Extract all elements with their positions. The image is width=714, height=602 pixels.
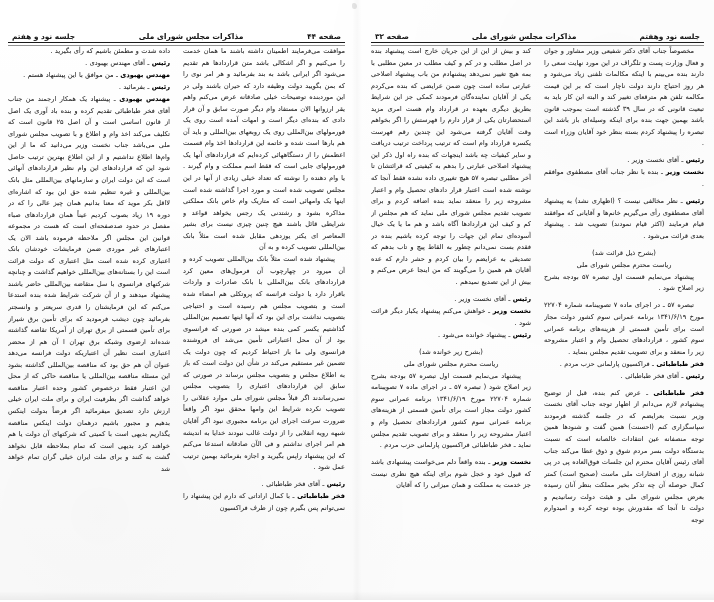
speaker-line: فخر طباطبائی ـ با کمال اراداتی که دارم این پیشنهاد را نمی‌توانم پس بگیرم چون از طرف فراکسیون xyxy=(183,492,345,512)
paragraph: موافقت می‌فرمایند اطمینان داشته باشند ما همان خدمت را می‌کنیم و اگر اشکالی باشد متن قرارداد‌ها هم تقدیم می‌شود اگر ایرانی باشد به بند بفرمائید و هر امر نوی را که بمن بگویید دولت وظیفه دارد که حیران باشند ولی در این موردبنده توضیحات خیلی صادقانه عرض می‌کنم واهم یقر ارزوانها الان مستفاد وام دیگر صورت سابق و آن قرار دادی که بنده‌ای دیگر است و امهات آمده است روی یک فورمولهای بین‌المللی روی یک روبعهای بین‌المللی و باید آن هم بارها است شده و خاتمه این قراردادها اخذ وام قسمت اعظمش را از دستگاههائی کرده‌ایم که قراردادهای آنها یک فورمولهای جایی است که فقط اسم مملکت و وام گیرند . یا وام دهنده را نوشته که تعداد خیلی زیادی از آنها در این مجلس تصویب شده است و مورد اجرا گذاشته شده است اینها یک وامهائی است که متاریک وام خاص بانک مملکتی مذاکره بشود و رشتدنی یک رجس یخواهد قواعد و شرایطی قائل باشند هیچ چنین چیزی نیست برای بشیر المعاصر ای یکتر یوزدهی مقابل شده است مثلاً بانک بین‌المللی تصویب کرده و به آن xyxy=(183,47,345,252)
clause-57-restated: پیشنهاد می‌نمایم قسمت اول تبصره ۵۷ بودجه بشرح زیر اصلاح شود ( تبصره ۵۷ ـ در اجرای ماده ۷ تصویبنامه شماره ۲۲۷۰۴ مورخ ۱۳۴۱/۶/۱۹ برنامه عمرانی سوم کشور دولت مجاز است برای تأمین قسمتی از هزینه‌های برنامه عمرانی سوم کشور قراردادهای تحصیل وام و اعتبار مشروحه زیر را منعقد و برای تصویب تقدیم مجلس نماید ـ فخر طباطبائی فراکسیون پارلمانی حزب مردم . xyxy=(371,371,531,450)
speaker-name: رئیس xyxy=(151,59,170,68)
page-right-column-2 xyxy=(371,46,531,602)
page-left-session-label: جلسه نود و هفتم xyxy=(12,32,76,41)
speaker-name: نخست وزیر xyxy=(492,307,531,316)
page-left-title: مذاکرات مجلس شورای ملی xyxy=(138,32,244,41)
speaker-name: نخست وزیر xyxy=(665,168,704,177)
page-left-header xyxy=(8,26,345,43)
speaker-name: رئیس xyxy=(685,371,704,380)
speaker-line: نخست وزیر ـ بنده واقعاً دلم می‌خواست پیشنهادی باشد که قبول خود و خجل شوم برای اینکه هیچ نظری نیست جز خدمت به مملکت و همان میزانی را که آقایان xyxy=(371,458,531,490)
speaker-line: رئیس ـ آقای فخر طباطبائی . xyxy=(620,371,704,380)
paragraph: داده شدت و مطمئن باشیم که رأی بگیرید . xyxy=(50,47,170,55)
speaker-name: رئیس xyxy=(685,156,704,165)
page-left-column-2 xyxy=(8,46,170,602)
speaker-name: رئیس xyxy=(685,197,704,206)
speaker-line: رئیس ـ نظر مخالفی نیست ؟ (اظهاری نشد) به پیشنهاد آقای مصطفوی رأی می‌گیریم خانم‌ها و آقایانی که موافقند قیام فرمایند (اکثر قیام نمودند) تصویب شد . پیشنهاد بعدی قرائت می‌شود . xyxy=(544,197,704,240)
paragraph: پیشنهاد شده است مثلاً بانک بین‌المللی تصویب کرده و آن میرود در چهارچوب آن فرمول‌های معین کرد قراردادهای بانک بین‌المللی با بانک صادرات و واردات باقرار دارد یا دولت فرانسه که پروتکلی هم امضاء شده است و بتصویب مجلس هم رسیده است و احتیاجی بتصویب نداشت برای این بود که آنها اینها تصمیم بین‌المللی گذاشتیم یکسر کمی بنده میشد در صورتی که فرانسوی بود از آن محل اعتباراتی تأمین می‌شد ای فروشنده فرانسوی ولی ما باز احتیاط کردیم که چون دولت یک تضمین غیر مستقیم می‌کند در شأن این دولت است که باز به اطلاع مجلس و بتصویب مجلس برساند در صورتی که سابق این قراردادهای اعتباری را بتصویب مجلس نمی‌رساندند اگر قبلاً مجلس شورای ملی موارد عقلانی را تصویب نکرده شرایط این وامها محقق نبود اگر واقعاً ضرورت سرعت اجرای این برنامه مجبوری نبود اگر آقایان شبهه رویه انقلابی را از دولت غالب نبودند خدایا به اندیشه هم امر اجرای نداشتم و فی الآن صادقانه استدعا می‌کنم که این پیشنهاد راپس بگیرید و اجازه بفرمائید بهمین ترتیب عمل شود . xyxy=(183,255,345,472)
page-right-columns xyxy=(371,46,704,602)
paragraph: کند و بیش از این از این جریان خارج است پیشنهاد بنده در اصل مطلب و در کم و کیف مطلب در معین مطلبی با بمه هیچ تغییر نمی‌دهد پیشنهادم من باب پیشنهاد اصلاحی عبارتی ساده است چون ضمن عرایضی که بنده می‌کردم یکی از آقایان نماینده‌گان فرمودند کمکی جز این شرایط بطریق دیگری بعهده در قرارداد وام هست امری مزید استحضارتان یکی از قرار دارم را فهرستش را اگر بخواهم وقت آقایان گرفته می‌شود این چندین رقم فهرست یکسره قرارداد وام است که ترتیب پرداخت ترتیب دریافت و سایر کیفیات چه باشد اینجهات که بنده راه اول ذکر این پیشنهاد اصلاحی عبارتی را بدهم به کیفیتی که قرائتشان تا آخر مطلبی تبصره ۵۷ هیچ تغییری داده نشده فقط آنجا که نوشته شده است اعتبار قرار دادهای تحصیل وام و اعتبار مشروحه زیر را منعقد نماید بنده اضافه کردم و برای تصویب تقدیم مجلس شورای ملی نماید که هم مجلس از کم و کیف این قراردادها آگاه باشد و هم ما یا یک خیال آسوده‌ای تمام این جهات را توجه کرده باشیم بنده در فقدم بست نمی‌دانم چطور به القاط پیچ و تاب بدهم که تصدیقی به عرایضم را بیان کردم و حشر دارم که عده آقایان هم همین را می‌گویند که من اینجا عرض می‌کنم و بیش از این تصدیع نمیدهم . xyxy=(371,47,531,286)
speaker-name: نخست وزیر xyxy=(492,458,531,467)
speaker-name: رئیس xyxy=(512,294,531,303)
stage-direction: (بشرح ذیل قرائت شد) xyxy=(592,248,656,257)
page-left-column-1 xyxy=(183,46,345,602)
speaker-line: رئیس ـ بفرمائید . xyxy=(118,83,170,92)
speaker-line: رئیس ـ آقای نخست وزیر . xyxy=(627,156,704,165)
speaker-line: رئیس ـ آقای نخست وزیر . xyxy=(454,294,531,303)
speaker-name: مهندس بهبودی xyxy=(120,71,170,80)
speaker-name: فخر طباطبائی xyxy=(656,359,704,368)
page-right-column-1 xyxy=(544,46,704,602)
speaker-line: مهندس بهبودی ـ پیشنهاد یک همکار ارجمند من جناب آقای فخر طباطبائی تقدیم کرده و بنده باد آوری یک اصل از قانون اساسی است و آن اصل ۲۵ قانون است که تکلیف می‌کند اخذ وام و اطلاع و با تصویب مجلس شورای ملی می‌باشد جناب نخست وزیر می‌دانید که ما از این وام‌ها اطلاع نداشتیم و از این اطلاع بهترین ترتیب حاصل شود این که قراردادهای این وام نظیر قراردادهای آنهائی است که این دولت ایران و سازمانهای بین‌المللی مثل بانک بین‌المللی و غیره تنظیم شده حق این بود که اشاره‌ای لااقل بکر موید که معنا بدانیم همان چیز عالی را که در دوره ۱۹ زیاد بصوب کردیم عیناً همان قراردادهای صباء مفصل در حدود صدصفحه‌ای است که هست در مجموعه قوانین این مجلس اگر ملاحظه فرموده باشد الان یک اعتبار‌های غیر موردی ضمن فرمایشات خودشان بانک اعتباری کرده شده است مثل اعتباری که دولت قرائت است این را بستانه‌های بین‌المللی خواهیم گذاشت و چنانچه شرکتهای فرانسوی با سل متقاضه بین‌المللی حاضر باشند پیشنهاد میدهند و از آن شرکت شرایط شده بنده استدعا می‌کنم که این فرمایشتان را قدری سریعتر و وانسجتر بفرمائید چون دیشب فرمودید که برای تأمین برق شیراز برای تأمین قسمتی از برق تهران از آمریکا تقاضه گذاشته شده‌اند ارضوی وشبکه برق تهران ا آن هم از محضر اعتباری است نظیر آن اعتباریکه دولت فرانسه می‌دهد عنوان آن هم حق بود که مناقصه بین‌المللی گذاشته بشود این مسئله مناقصه بین‌المللی یا مناقصه حاکی که از محل این اعتبار فقط درخصوص کشور وحده اعتبار مناقصه خواهد گذاشت اگر بطرفیت ایران و برای ملت ایران خیلی ارزش دارد تصدیق میفرمائید اگر فرضاً بدولت اینکس بدهیم و مجبور باشیم درهمان دولت اینکس مناقصه یگذاریم بدیهی است با کمیتی که شرکتهای آن دولت یا هم خواهند کرد بدیهی است که تمام بملاحظه قابل نخواهد گشت به کنند و برای ملت ایران خیلی گران تمام خواهد شد xyxy=(8,95,170,473)
speaker-name: رئیس xyxy=(151,83,170,92)
speaker-line: نخست وزیر ـ خواهش می‌کنم پیشنهاد یکبار دیگر قرائت شود . xyxy=(371,307,531,327)
page-right-session-label: جلسه نود وهفتم xyxy=(639,32,700,41)
speaker-line: مهندس بهبودی ـ من موافق با این پیشنهاد هستم . xyxy=(23,71,170,80)
speaker-name: فخر طباطبائی xyxy=(653,388,704,397)
page-left-columns xyxy=(8,46,345,602)
letter-addressee: ریاست محترم مجلس شورای ملی xyxy=(403,359,499,368)
page-left-number: صفحه ۴۴ xyxy=(307,32,341,41)
speaker-line: رئیس ـ آقای فخر طباطبائی . xyxy=(261,480,345,489)
page-right-title: مذاکرات مجلس شورای ملی xyxy=(471,32,577,41)
paragraph: مخصوصاً جناب آقای دکتر شفیعی وزیر مشاور و جوان و فعال وزارت پست و تلگراف در این مورد نهایت سعی را دارند بنده می‌بینم با اینکه مکالمات تلفنی زیاد می‌شود و هر روز احتیاج دارند دولت ناچار است که بر این قیمت مکالمه تلفن هم مترقعای تغییر کند و البته این کار باید به تبعیت قانونی که در سال ۳۹ گذشته است بموجب قانون باشد بهمین جهت بنده برای اینکه وسیله‌ای باز باشد این تبصره را پیشنهاد کردم بسته بنظر خود آقایان وزراء است . xyxy=(544,47,704,148)
letter-addressee: ریاست محترم مجلس شورای ملی xyxy=(576,260,672,269)
speaker-name: رئیس xyxy=(326,480,345,489)
clause-57: تبصره ۵۷ ـ در اجرای ماده ۷ تصویبنامه شماره ۲۲۷۰۴ مورخ ۱۳۴۱/۶/۱۹ برنامه عمرانی سوم کشور دولت مجاز است برای تأمین قسمتی از هزینه‌های برنامه عمرانی سوم کشور ، قراردادهای تحصیل وام و اعتبار مشروحه زیر را منعقد و برای تصویب تقدیم مجلس بنماید . xyxy=(544,301,704,356)
page-right-number: صفحه ۳۲ xyxy=(375,32,409,41)
speaker-line: رئیس ـ آقای مهندس بهبودی . xyxy=(85,59,170,68)
page-left xyxy=(0,0,357,600)
signatory-line: فخر طباطبائی ـ فراکسیون پارلمانی حزب مردم . xyxy=(559,359,704,368)
speaker-line: رئیس ـ پیشنهاد خوانده می‌شود . xyxy=(438,330,531,339)
speaker-line: فخر طباطبائی ـ عرض کنم بنده، قبل از توضیح پیشنهادم لازم می‌دانم از اظهار توجه جناب آقای نخست وزیر نسبت بعرایضم که در جلسه گذشته فرمودند سپاسگزاری کنم (احسنت) همین گفت و شنودها همین توجه منصفانه عین انتقادات خالصانه است که نسبت بدستگاه دولت بسر مردم شوق و ذوق عطا می‌کند جناب آقای رئیس آقایان محترم این جلسات فوق‌العاده پی در پی شبانه روزی از افتخارات ملی ماست (صحیح است) کمتر کمال حوصله آن چه تذکر بخیر مملکت بنظر آنان رسیده بعرض مجلس شورای ملی و هیئت دولت رسانیدیم و دولت تا آنجا که مقدورش بوده توجه کرده و امیدوارم توجه xyxy=(544,388,704,524)
stage-direction: (بشرح زیر خوانده شد) xyxy=(419,347,483,356)
speaker-name: فخر طباطبائی xyxy=(297,492,345,501)
speaker-name: رئیس xyxy=(512,330,531,339)
speaker-name: مهندس بهبودی xyxy=(119,95,170,104)
page-right xyxy=(357,0,714,600)
page-right-header xyxy=(371,26,704,43)
speaker-line: نخست وزیر ـ بنده با نظر جناب آقای مصطفوی موافقم . xyxy=(544,168,704,189)
paragraph: پیشنهاد می‌نمایم قسمت اول تبصره ۵۷ بودجه بشرح زیر اصلاح شود . xyxy=(544,272,704,293)
